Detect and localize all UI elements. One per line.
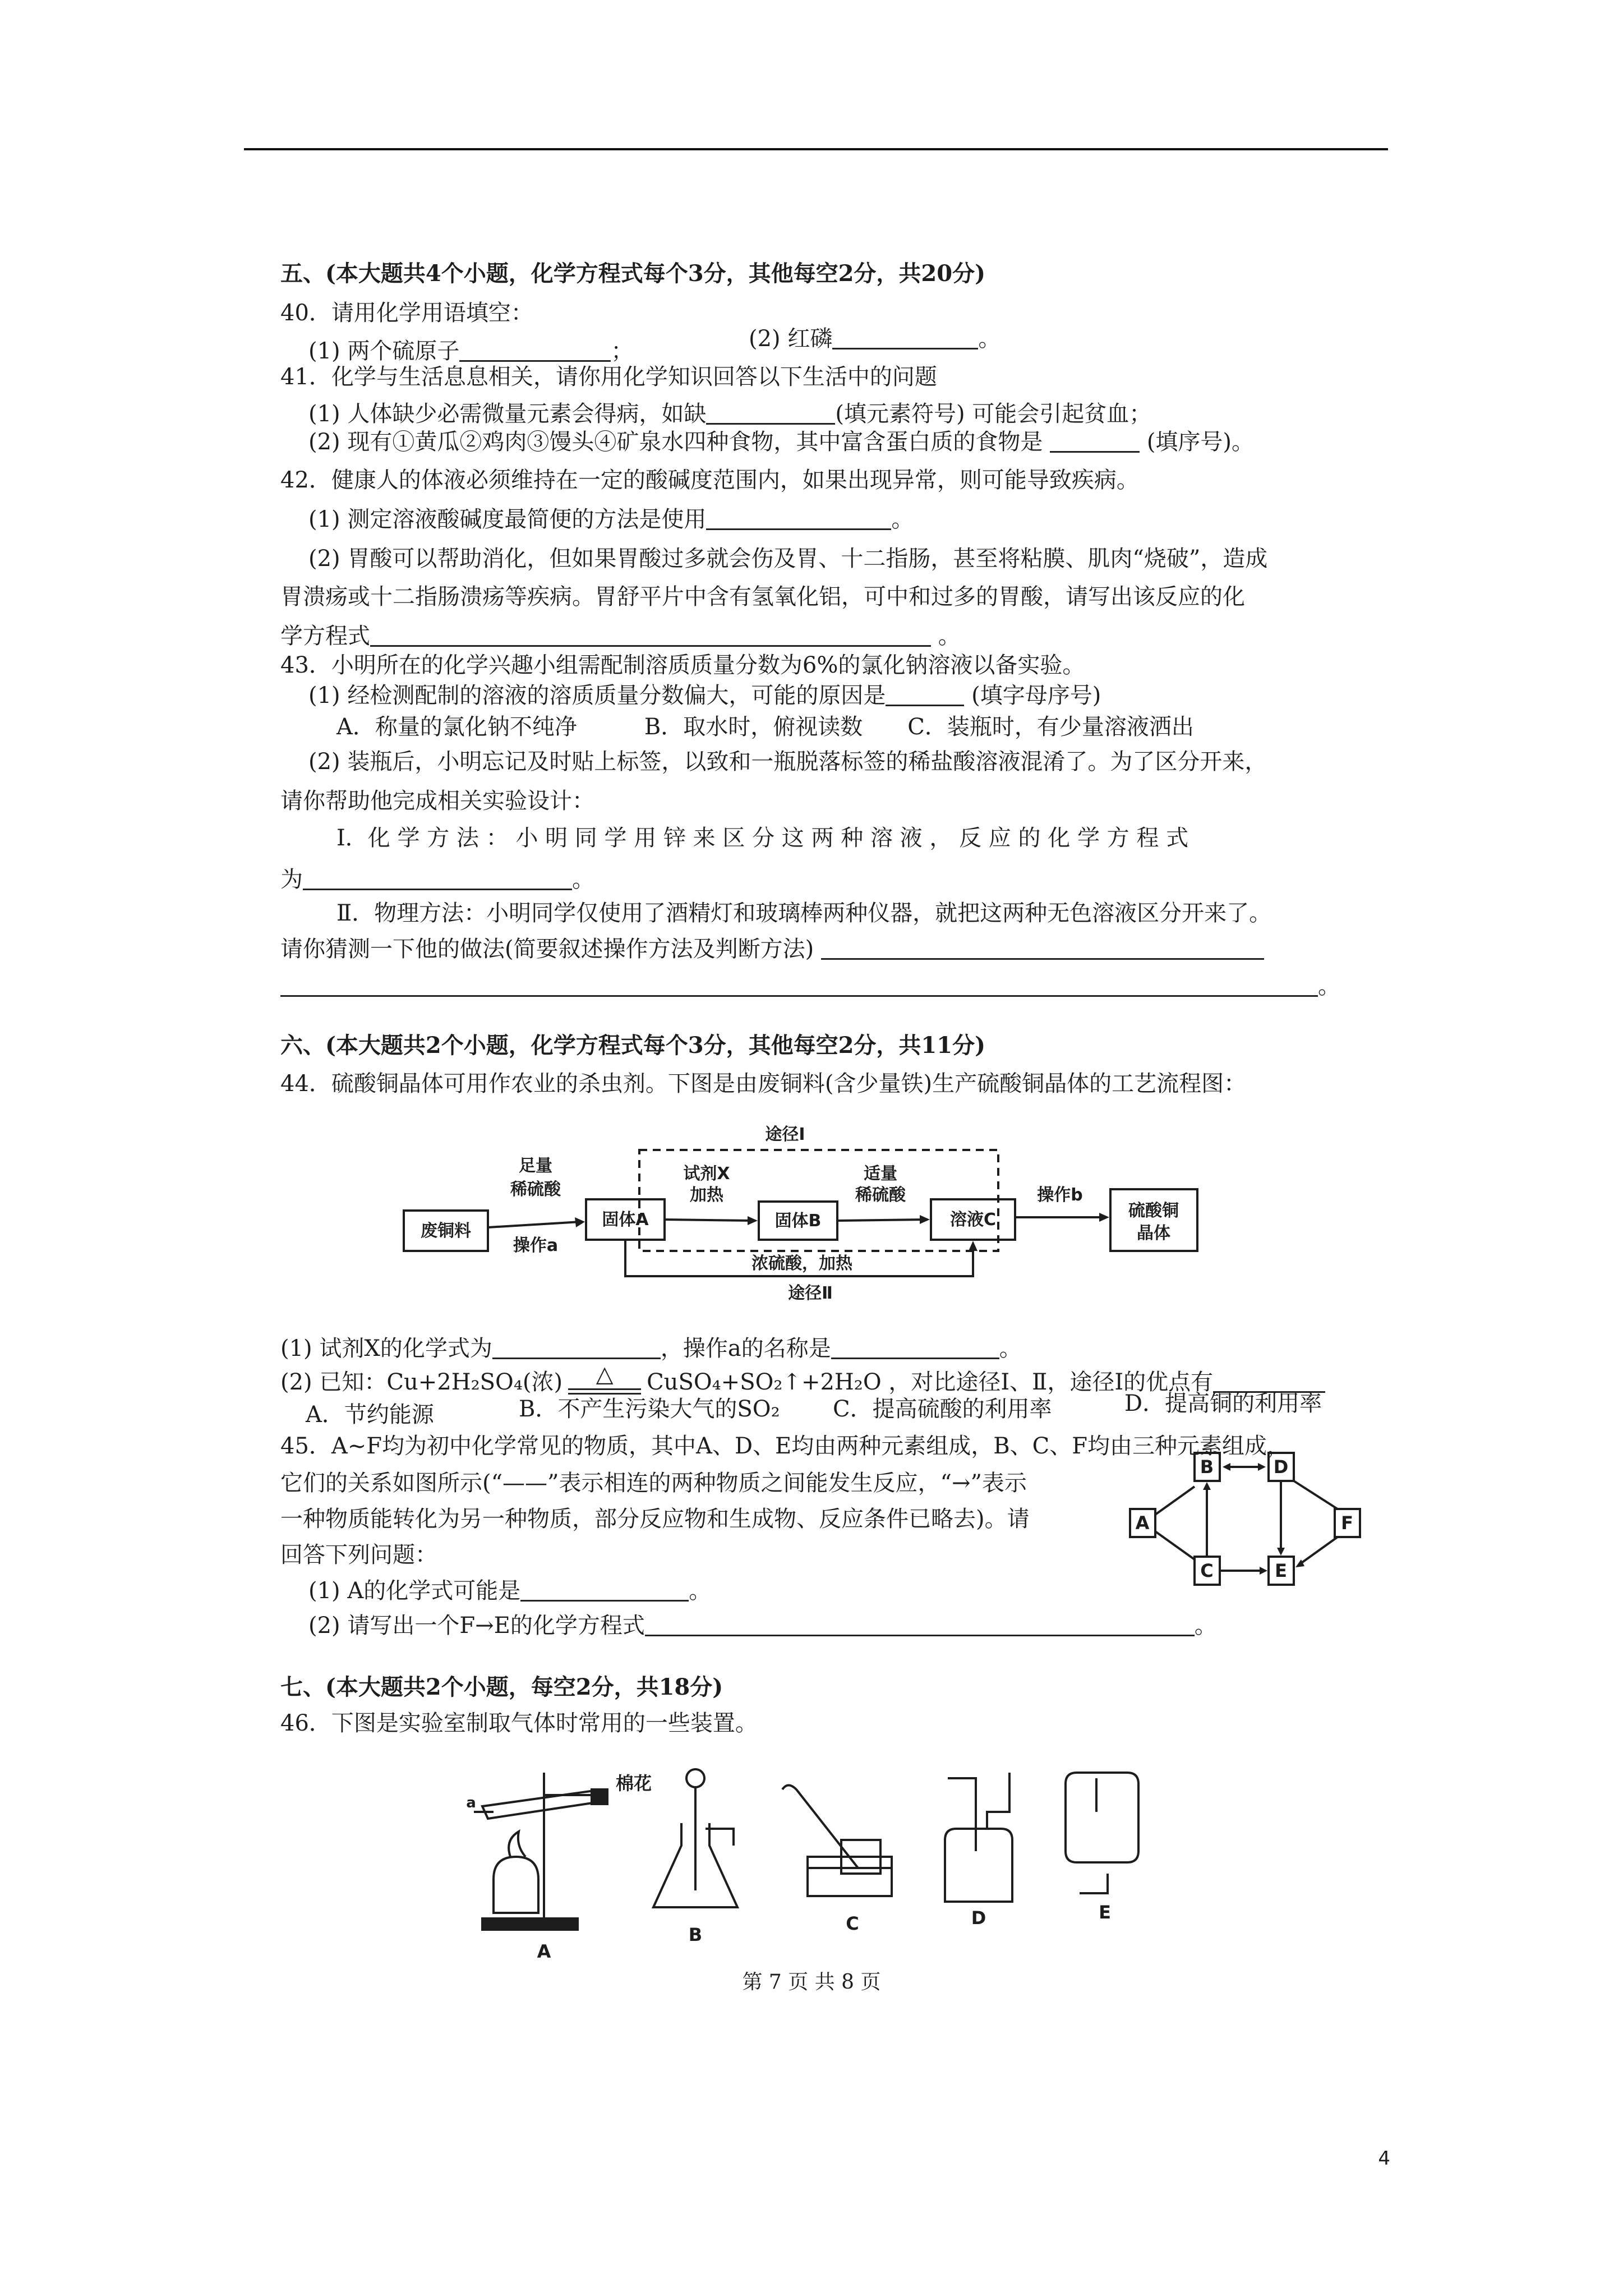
q44-option-a: A．节约能源: [306, 1402, 434, 1428]
arrow-2: [665, 1220, 753, 1221]
q45-line2: 它们的关系如图所示(“——”表示相连的两种物质之间能发生反应，“→”表示: [280, 1470, 1027, 1496]
q43-part2-cont: 请你帮助他完成相关实验设计：: [280, 788, 594, 814]
answer-blank[interactable]: [492, 1335, 661, 1359]
apparatus-d-label: D: [971, 1907, 986, 1929]
apparatus-a-port-label: a: [466, 1795, 476, 1811]
node-e-label: E: [1275, 1560, 1287, 1581]
q43-phys-prompt: 请你猜测一下他的做法(简要叙述操作方法及判断方法): [280, 933, 1264, 965]
box-product-label-2: 晶体: [1137, 1223, 1170, 1243]
apparatus-c-label: C: [846, 1913, 859, 1934]
page-footer: 第 7 页 共 8 页: [742, 1971, 881, 1994]
q40-part2: (2) 红磷 。: [749, 326, 1001, 352]
q44-option-c: C．提高硫酸的利用率: [833, 1396, 1052, 1422]
apparatus-e: [1066, 1773, 1138, 1893]
q42-stem: 42．健康人的体液必须维持在一定的酸碱度范围内，如果出现异常，则可能导致疾病。: [280, 467, 1139, 493]
substance-relation-diagram: [1116, 1447, 1374, 1593]
apparatus-a: [474, 1773, 607, 1930]
node-f-label: F: [1341, 1512, 1353, 1534]
arrow-1: [488, 1222, 580, 1227]
edge-d-f: [1294, 1481, 1338, 1509]
q41-stem: 41．化学与生活息息相关，请你用化学知识回答以下生活中的问题: [280, 364, 937, 390]
apparatus-e-label: E: [1099, 1902, 1111, 1923]
edge-f-e: [1300, 1537, 1338, 1564]
route2-label: 途径Ⅱ: [788, 1283, 833, 1303]
answer-blank[interactable]: [459, 338, 611, 362]
q43-chem-equation: 为 。: [280, 867, 594, 892]
arrow4-label: 操作b: [1037, 1185, 1083, 1205]
route1-label: 途径Ⅰ: [765, 1125, 805, 1144]
answer-blank[interactable]: [706, 506, 891, 530]
cotton-label: 棉花: [615, 1773, 652, 1794]
apparatus-a-label: A: [537, 1941, 551, 1962]
q44-option-d: D．提高铜的利用率: [1124, 1391, 1322, 1416]
page-number: 4: [1378, 2147, 1390, 2170]
apparatus-b: [653, 1769, 737, 1907]
answer-blank[interactable]: [886, 682, 964, 706]
q41-part2: (2) 现有①黄瓜②鸡肉③馒头④矿泉水四种食物，其中富含蛋白质的食物是 (填序号)。: [308, 429, 1255, 455]
answer-blank[interactable]: [832, 325, 978, 349]
arrow2-label-top1: 试剂X: [683, 1164, 730, 1184]
answer-blank[interactable]: [520, 1577, 689, 1602]
q40-part1: (1) 两个硫原子 ；: [308, 338, 634, 364]
gas-apparatus-figure: [460, 1756, 1200, 1969]
edge-a-c: [1155, 1531, 1195, 1559]
q42-part2-equation: 学方程式 。: [280, 623, 961, 649]
q46-stem: 46．下图是实验室制取气体时常用的一些装置。: [280, 1710, 758, 1736]
q43-options: A．称量的氯化钠不纯净 B．取水时，俯视读数 C．装瓶时，有少量溶液洒出: [336, 714, 1194, 740]
q45-part2: (2) 请写出一个F→E的化学方程式 。: [308, 1613, 1217, 1639]
box-c-label: 溶液C: [949, 1210, 997, 1230]
answer-blank[interactable]: [303, 866, 572, 890]
arrow1-label-bottom: 操作a: [513, 1236, 559, 1255]
q45-part1: (1) A的化学式可能是 。: [308, 1578, 712, 1604]
arrow3-label-top1: 适量: [864, 1164, 897, 1184]
q44-part2: (2) 已知：Cu+2H₂SO₄(浓) △ CuSO₄+SO₂↑+2H₂O ，对比途径Ⅰ、Ⅱ，途径Ⅰ的优点有: [280, 1366, 1325, 1398]
answer-blank[interactable]: [821, 936, 1264, 960]
heating-condition: △: [562, 1366, 647, 1398]
box-a-label: 固体A: [602, 1210, 649, 1230]
q44-option-b: B．不产生污染大气的SO₂: [519, 1396, 780, 1422]
copper-sulfate-flow-diagram: [393, 1116, 1223, 1307]
arrow3-label-top2: 稀硫酸: [855, 1185, 906, 1205]
q44-part1: (1) 试剂X的化学式为 ，操作a的名称是 。: [280, 1336, 1022, 1361]
q42-part2-cont: 胃溃疡或十二指肠溃疡等疾病。胃舒平片中含有氢氧化铝，可中和过多的胃酸，请写出该反应的化: [280, 584, 1245, 610]
answer-blank[interactable]: [645, 1612, 1195, 1636]
answer-blank[interactable]: [1050, 429, 1140, 453]
q45-line4: 回答下列问题：: [280, 1542, 437, 1568]
q44-stem: 44．硫酸铜晶体可用作农业的杀虫剂。下图是由废铜料(含少量铁)生产硫酸铜晶体的工艺流程图：: [280, 1071, 1247, 1097]
answer-blank[interactable]: [831, 1335, 999, 1359]
node-d-label: D: [1273, 1456, 1289, 1478]
node-a-label: A: [1135, 1512, 1150, 1534]
arrow1-label-top1: 足量: [519, 1156, 552, 1176]
section-7-heading: 七、(本大题共2个小题，每空2分，共18分): [280, 1674, 723, 1700]
route2-reagent-label: 浓硫酸，加热: [751, 1254, 852, 1273]
top-rule: [244, 148, 1388, 150]
q43-phys-method: Ⅱ．物理方法：小明同学仅使用了酒精灯和玻璃棒两种仪器，就把这两种无色溶液区分开来了。: [336, 900, 1272, 926]
q43-chem-method: Ⅰ．化 学 方 法 ： 小 明 同 学 用 锌 来 区 分 这 两 种 溶 液 ， 反 应 的 化 学 方 程 式: [336, 825, 1189, 851]
q42-part2: (2) 胃酸可以帮助消化，但如果胃酸过多就会伤及胃、十二指肠，甚至将粘膜、肌肉“烧破”，造成: [308, 546, 1268, 572]
apparatus-d: [945, 1773, 1012, 1902]
answer-blank[interactable]: [280, 973, 1318, 997]
answer-blank[interactable]: [370, 623, 931, 647]
q45-stem: 45．A~F均为初中化学常见的物质，其中A、D、E均由两种元素组成，B、C、F均由三种元素组成，: [280, 1433, 1289, 1459]
box-waste-label: 废铜料: [421, 1221, 471, 1241]
apparatus-b-label: B: [688, 1924, 703, 1945]
q43-part1: (1) 经检测配制的溶液的溶质质量分数偏大，可能的原因是 (填字母序号): [308, 683, 1101, 708]
q43-phys-answer-line: 。: [280, 970, 1340, 1002]
apparatus-c: [782, 1786, 892, 1897]
q40-stem: 40．请用化学用语填空：: [280, 300, 533, 326]
q43-stem: 43．小明所在的化学兴趣小组需配制溶质质量分数为6%的氯化钠溶液以备实验。: [280, 652, 1085, 678]
node-c-label: C: [1200, 1560, 1214, 1581]
section-6-heading: 六、(本大题共2个小题，化学方程式每个3分，其他每空2分，共11分): [280, 1032, 986, 1059]
q45-line3: 一种物质能转化为另一种物质，部分反应物和生成物、反应条件已略去)。请: [280, 1506, 1030, 1532]
box-product-label-1: 硫酸铜: [1128, 1201, 1179, 1221]
q43-part2: (2) 装瓶后，小明忘记及时贴上标签，以致和一瓶脱落标签的稀盐酸溶液混淆了。为了区分开来，: [308, 749, 1267, 775]
arrow2-label-top2: 加热: [690, 1185, 723, 1205]
section-5-heading: 五、(本大题共4个小题，化学方程式每个3分，其他每空2分，共20分): [280, 260, 986, 287]
box-b-label: 固体B: [774, 1211, 822, 1231]
edge-a-b: [1155, 1487, 1195, 1515]
answer-blank[interactable]: [706, 401, 835, 425]
q42-part1: (1) 测定溶液酸碱度最简便的方法是使用 。: [308, 507, 914, 532]
node-b-label: B: [1200, 1456, 1214, 1478]
arrow1-label-top2: 稀硫酸: [510, 1180, 561, 1199]
arrow-3: [837, 1220, 925, 1221]
q41-part1: (1) 人体缺少必需微量元素会得病，如缺 (填元素符号) 可能会引起贫血；: [308, 401, 1152, 427]
